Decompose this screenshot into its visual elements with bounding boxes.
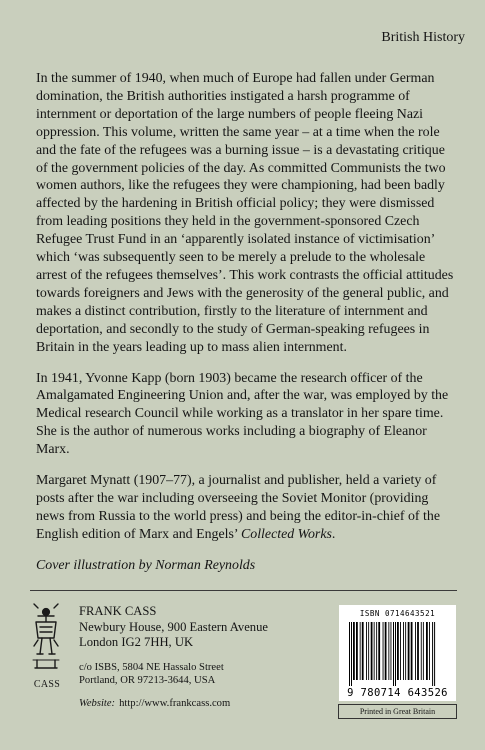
publisher-name: FRANK CASS (79, 604, 157, 618)
address-line-1: Newbury House, 900 Eastern Avenue (79, 619, 268, 634)
address-line-2: London IG2 7HH, UK (79, 635, 194, 650)
barcode-panel (339, 605, 456, 701)
us-address-line-2: Portland, OR 97213-3644, USA (79, 674, 216, 686)
blurb-paragraph-1: In the summer of 1940, when much of Europe had fallen under German domination, the British authorities instigated a harsh programme of internment or deportation of the large numbers of people fleeing Nazi oppression. This volume, written the same year – at a time when the role and the fate of the refugees was a burning issue – is a devastating critique of the government policies of the day. As committed Communists the two women authors, like the refugees they were championing, had been badly affected by the hardening in British official policy; they were dismissed from leading positions they held in the government-sponsored Czech Refugee Trust Fund in an ‘apparently isolated instance of victimisation’ which ‘was subsequently seen to be merely a prelude to the wholesale arrest of the refugees themselves’. This work contrasts the official attitudes towards foreigners and Jews with the generosity of the general public, and makes a distinct contribution, firstly to the literature of internment and deportation, and secondly to the study of German-speaking refugees in Britain in the years leading up to mass alien internment. (36, 71, 454, 355)
barcode-icon (345, 622, 450, 686)
footer-divider (30, 590, 457, 591)
website-label: Website: (79, 697, 116, 709)
cover-credit: Cover illustration by Norman Reynolds (36, 557, 256, 573)
author-bio-mynatt (36, 472, 456, 544)
website-link[interactable]: http://www.frankcass.com (119, 697, 231, 709)
blurb-paragraph-2: In 1941, Yvonne Kapp (born 1903) became the research officer of the Amalgamated Engineering Union and, after the war, was employed by the Medical research Council while working as a translator in her spare time. She is the author of numerous works including a biography of Eleanor Marx. (36, 370, 449, 458)
logo-caption: CASS (33, 679, 61, 690)
blurb (36, 70, 456, 588)
ean-digits: 9 780714 643526 (347, 687, 448, 699)
publisher-logo-icon (30, 602, 62, 680)
website (79, 696, 309, 712)
bio-text: Margaret Mynatt (1907–77), a journalist and publisher, held a variety of posts after the war including overseeing the Soviet Monitor (providing news from Russia to the world press) and being the editor-in-chief of the English edition of Marx and Engels’ (36, 473, 440, 542)
isbn-number: ISBN 0714643521 (359, 609, 436, 618)
us-address-line-1: c/o ISBS, 5804 NE Hassalo Street (79, 661, 224, 673)
bio-italic-title: Collected Works (240, 526, 332, 542)
printed-in: Printed in Great Britain (338, 704, 457, 719)
category-label: British History (381, 30, 465, 45)
bio-end: . (331, 526, 336, 542)
us-address (79, 661, 309, 687)
publisher-info (79, 604, 309, 711)
